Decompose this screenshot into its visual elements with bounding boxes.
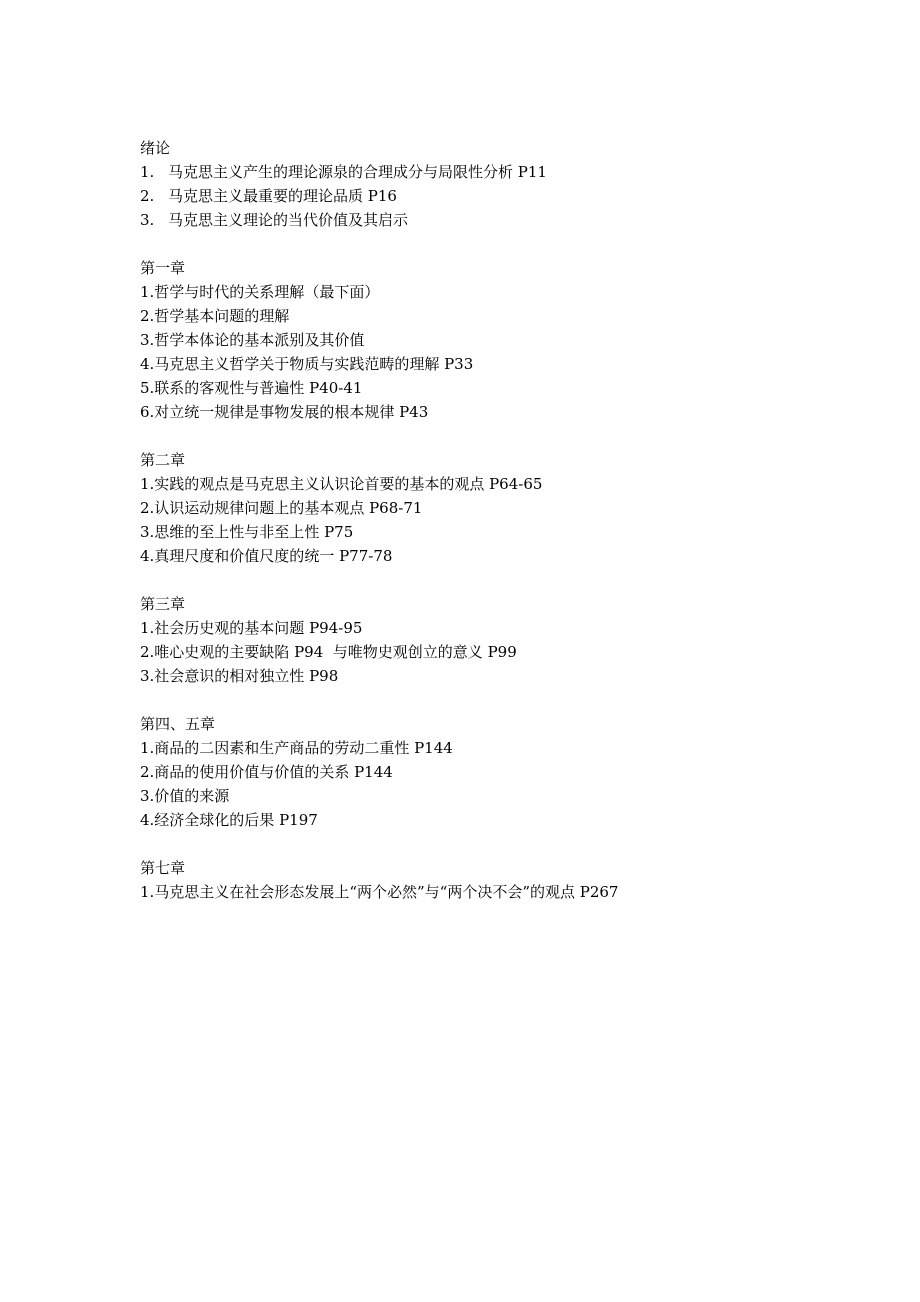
list-item-text: 马克思主义产生的理论源泉的合理成分与局限性分析 P11: [168, 163, 547, 181]
section-introduction: [140, 136, 880, 232]
list-item: 1.实践的观点是马克思主义认识论首要的基本的观点 P64-65: [140, 475, 543, 493]
list-item: 1.哲学与时代的关系理解（最下面）: [140, 283, 380, 301]
list-item: 4.真理尺度和价值尺度的统一 P77-78: [140, 547, 393, 565]
list-item: [140, 184, 880, 208]
section-chapter-7: [140, 856, 880, 904]
list-item: 2.商品的使用价值与价值的关系 P144: [140, 763, 393, 781]
list-item-text: 马克思主义理论的当代价值及其启示: [168, 211, 409, 229]
list-item: 3.价值的来源: [140, 787, 230, 805]
section-heading: 第七章: [140, 859, 186, 877]
section-heading: 第三章: [140, 595, 186, 613]
section-heading: 第一章: [140, 259, 186, 277]
list-item: 3.哲学本体论的基本派别及其价值: [140, 331, 365, 349]
list-item: 4.经济全球化的后果 P197: [140, 811, 318, 829]
list-item: [140, 160, 880, 184]
list-item: 5.联系的客观性与普遍性 P40-41: [140, 379, 363, 397]
section-chapter-4-5: [140, 712, 880, 832]
list-item: [140, 208, 880, 232]
list-item-number: 3.: [140, 211, 155, 229]
section-heading: 绪论: [140, 139, 171, 157]
list-item-number: 2.: [140, 187, 155, 205]
list-item: 1.社会历史观的基本问题 P94-95: [140, 619, 363, 637]
list-item: 1.商品的二因素和生产商品的劳动二重性 P144: [140, 739, 453, 757]
list-item-number: 1.: [140, 163, 155, 181]
section-heading: 第四、五章: [140, 715, 216, 733]
list-item: 1.马克思主义在社会形态发展上“两个必然”与“两个决不会”的观点 P267: [140, 883, 619, 901]
section-chapter-1: [140, 256, 880, 424]
list-item: 4.马克思主义哲学关于物质与实践范畴的理解 P33: [140, 355, 474, 373]
list-item: 6.对立统一规律是事物发展的根本规律 P43: [140, 403, 429, 421]
list-item: 2.哲学基本问题的理解: [140, 307, 290, 325]
list-item: 2.唯心史观的主要缺陷 P94 与唯物史观创立的意义 P99: [140, 643, 517, 661]
list-item: 3.社会意识的相对独立性 P98: [140, 667, 339, 685]
section-heading: 第二章: [140, 451, 186, 469]
section-chapter-3: [140, 592, 880, 688]
list-item: 3.思维的至上性与非至上性 P75: [140, 523, 354, 541]
list-item: 2.认识运动规律问题上的基本观点 P68-71: [140, 499, 423, 517]
list-item-text: 马克思主义最重要的理论品质 P16: [168, 187, 397, 205]
document-body: [140, 136, 880, 928]
section-chapter-2: [140, 448, 880, 568]
